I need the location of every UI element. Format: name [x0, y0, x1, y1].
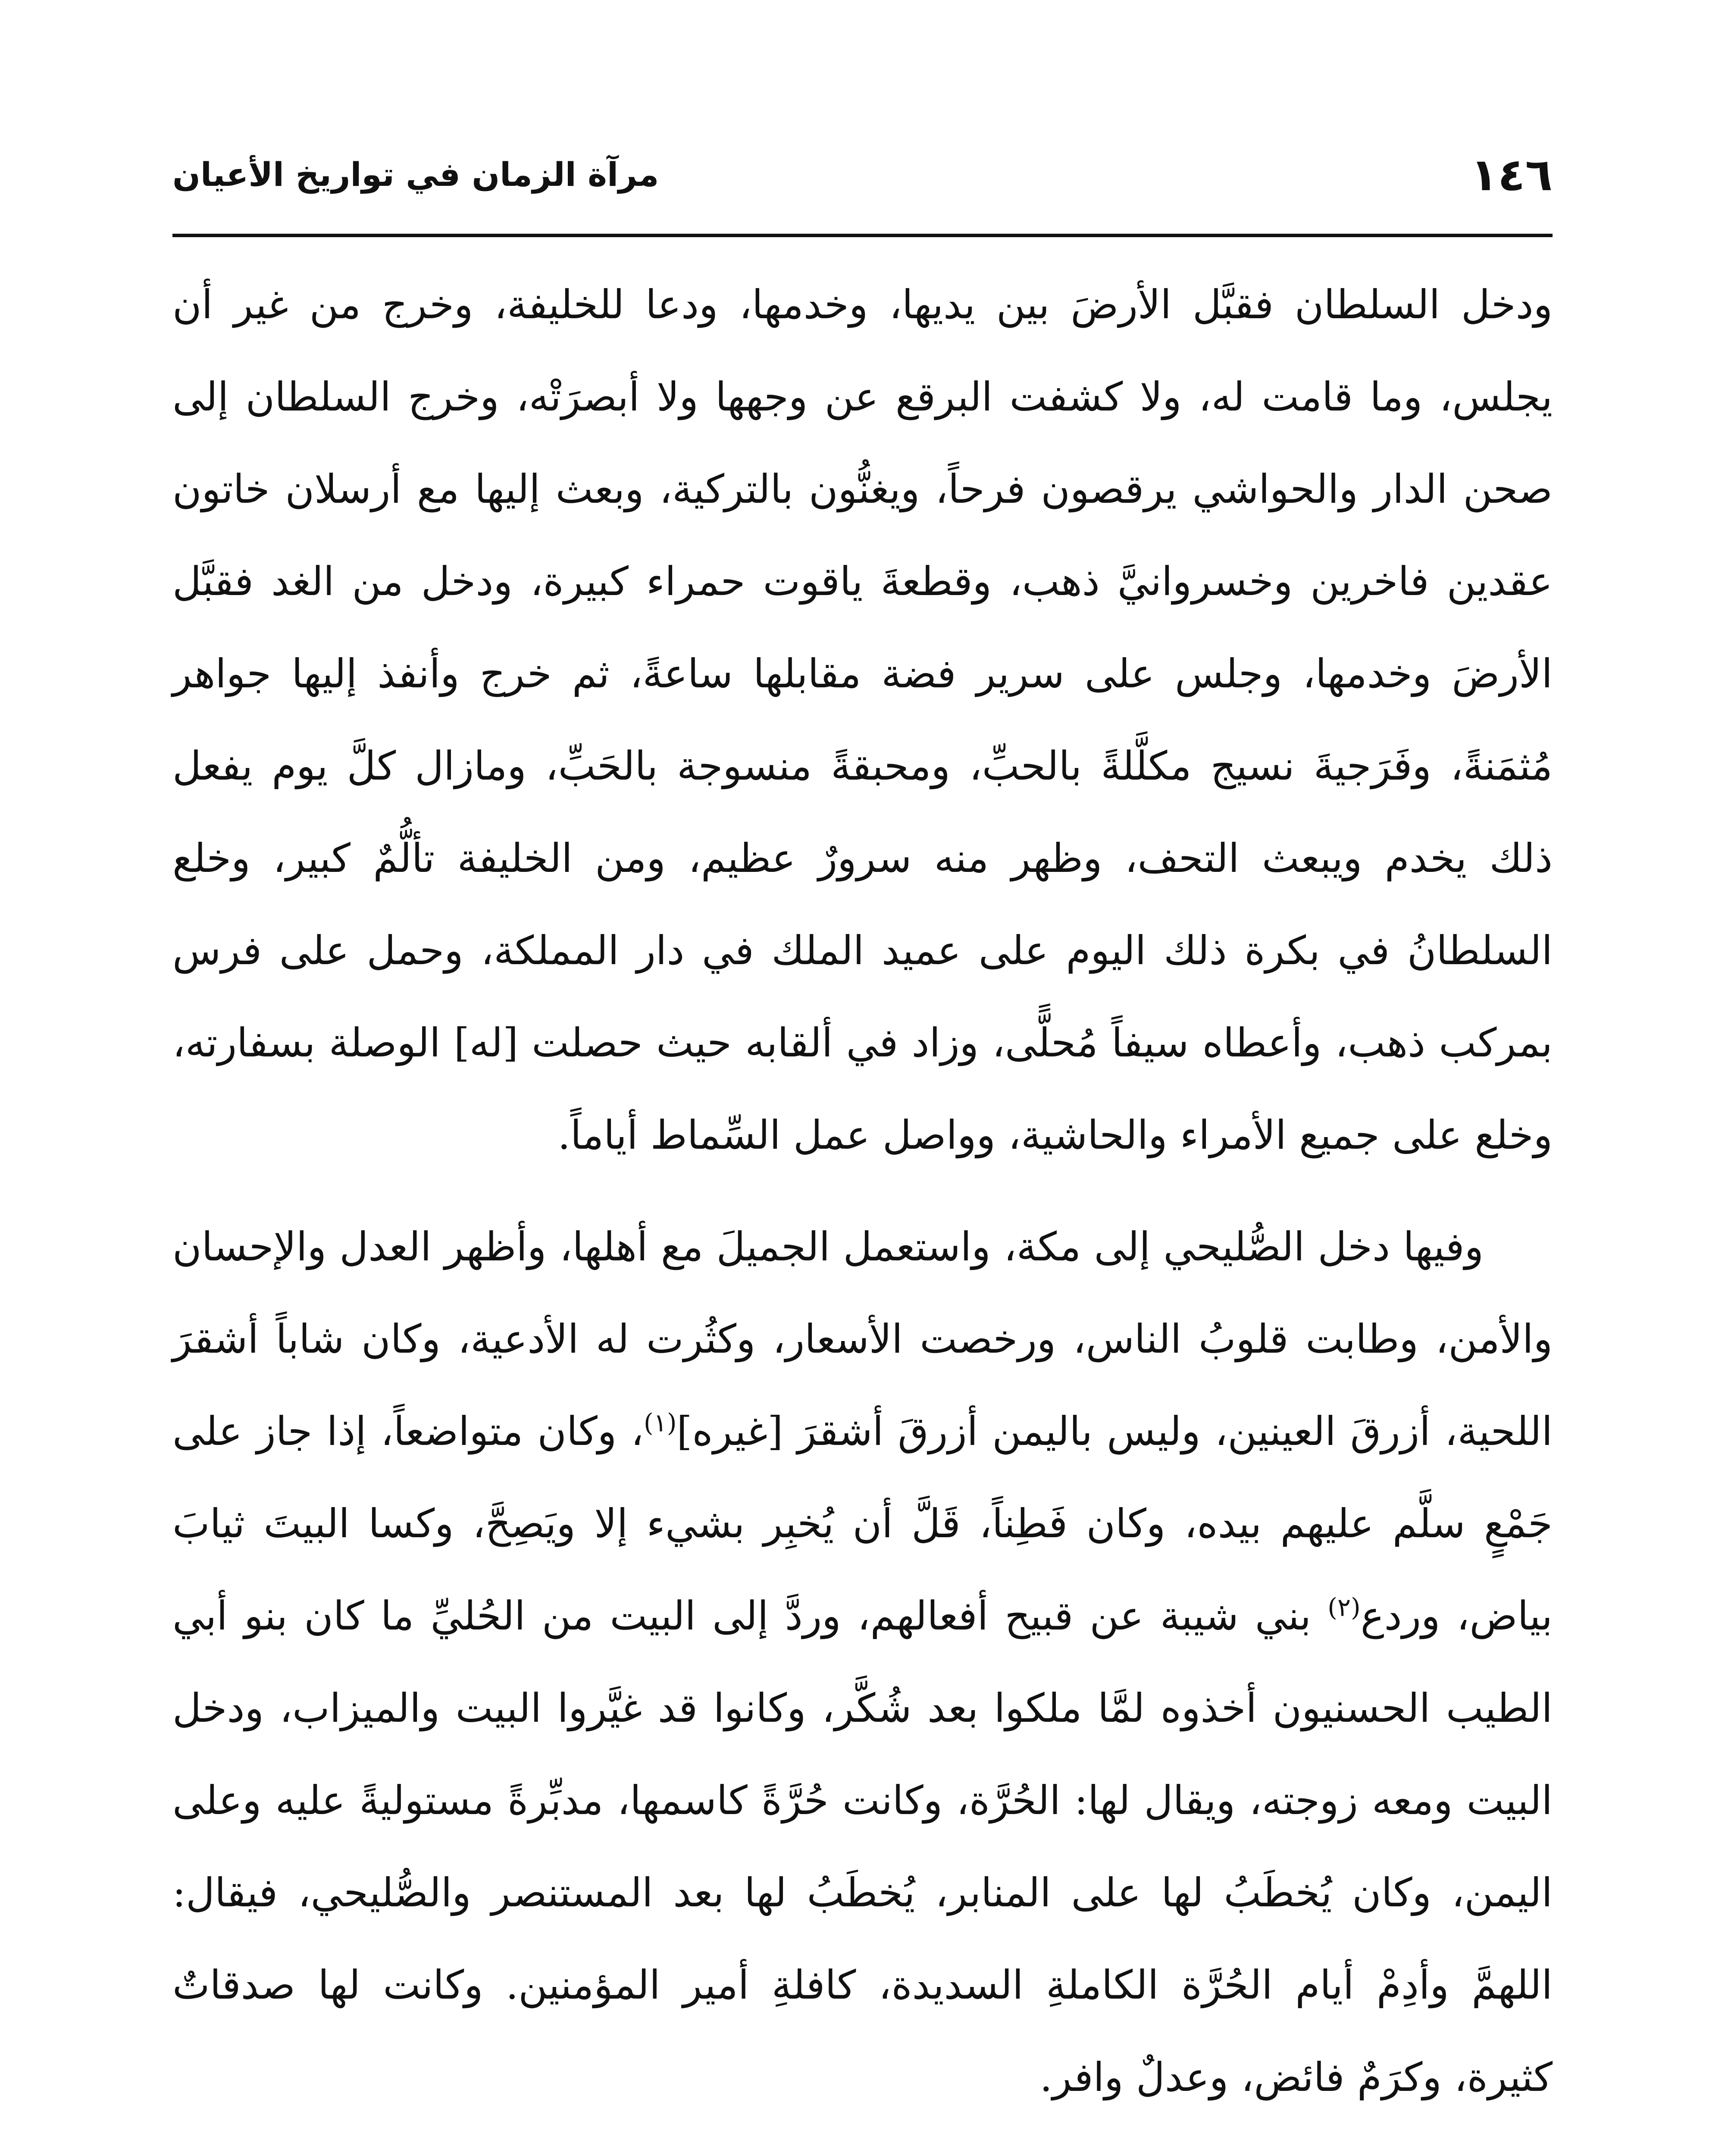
paragraph-text: بني شيبة عن قبيح أفعالهم، وردَّ إلى البيت من الحُليِّ ما كان بنو أبي الطيب الحسنيون أخذوه لمَّا ملكوا بعد شُكَّر، وكانوا قد غيَّروا البيت والميزاب، ودخل البيت ومعه زوجته، ويقال لها: الحُرَّة، وكانت حُرَّةً كاسمها، مدبِّرةً مستوليةً عليه وعلى اليمن، وكان يُخطَبُ لها على المنابر، يُخطَبُ لها بعد المستنصر والصُّليحي، فيقال: اللهمَّ وأدِمْ أيام الحُرَّة الكاملةِ السديدة، كافلةِ أمير المؤمنين. وكانت لها صدقاتٌ كثيرة، وكرَمٌ فائض، وعدلٌ وافر. — [172, 1593, 1553, 2100]
header-rule — [172, 234, 1553, 237]
paragraph-text: ، وكان متواضعاً، إذا جاز على جَمْعٍ سلَّم عليهم بيده، وكان فَطِناً، قَلَّ أن يُخبِر بشيء إلا ويَصِحَّ، وكسا البيتَ ثيابَ بياض، وردع — [172, 1408, 1553, 1639]
body-text — [172, 259, 1553, 2156]
paragraph — [172, 1201, 1553, 2124]
running-header — [172, 142, 1553, 207]
paragraph-text: ودخل السلطان فقبَّل الأرضَ بين يديها، وخدمها، ودعا للخليفة، وخرج من غير أن يجلس، وما قامت له، ولا كشفت البرقع عن وجهها ولا أبصرَتْه، وخرج السلطان إلى صحن الدار والحواشي يرقصون فرحاً، ويغنُّون بالتركية، وبعث إليها مع أرسلان خاتون عقدين فاخرين وخسروانيَّ ذهب، وقطعةَ ياقوت حمراء كبيرة، ودخل من الغد فقبَّل الأرضَ وخدمها، وجلس على سرير فضة مقابلها ساعةً، ثم خرج وأنفذ إليها جواهر مُثمَنةً، وفَرَجيةَ نسيج مكلَّلةً بالحبِّ، ومحبقةً منسوجة بالحَبِّ، ومازال كلَّ يوم يفعل ذلك يخدم ويبعث التحف، وظهر منه سرورٌ عظيم، ومن الخليفة تألُّمٌ كبير، وخلع السلطانُ في بكرة ذلك اليوم على عميد الملك في دار المملكة، وحمل على فرس بمركب ذهب، وأعطاه سيفاً مُحلًّى، وزاد في ألقابه حيث حصلت [له] الوصلة بسفارته، وخلع على جميع الأمراء والحاشية، وواصل عمل السِّماط أياماً. — [172, 282, 1553, 1158]
paragraph-text: وفيها دخل الصُّليحي إلى مكة، واستعمل الجميلَ مع أهلها، وأظهر العدل والإحسان والأمن، وطابت قلوبُ الناس، ورخصت الأسعار، وكثُرت له الأدعية، وكان شاباً أشقرَ اللحية، أزرقَ العينين، وليس باليمن أزرقَ أشقرَ [غيره] — [172, 1224, 1553, 1454]
page-number: ١٤٦ — [1470, 148, 1553, 201]
book-title: مرآة الزمان في تواريخ الأعيان — [172, 155, 659, 194]
paragraph — [172, 259, 1553, 1181]
footnote-marker: (١) — [644, 1408, 677, 1438]
footnote-marker: (٢) — [1327, 1592, 1361, 1622]
paragraph — [172, 2143, 1553, 2156]
